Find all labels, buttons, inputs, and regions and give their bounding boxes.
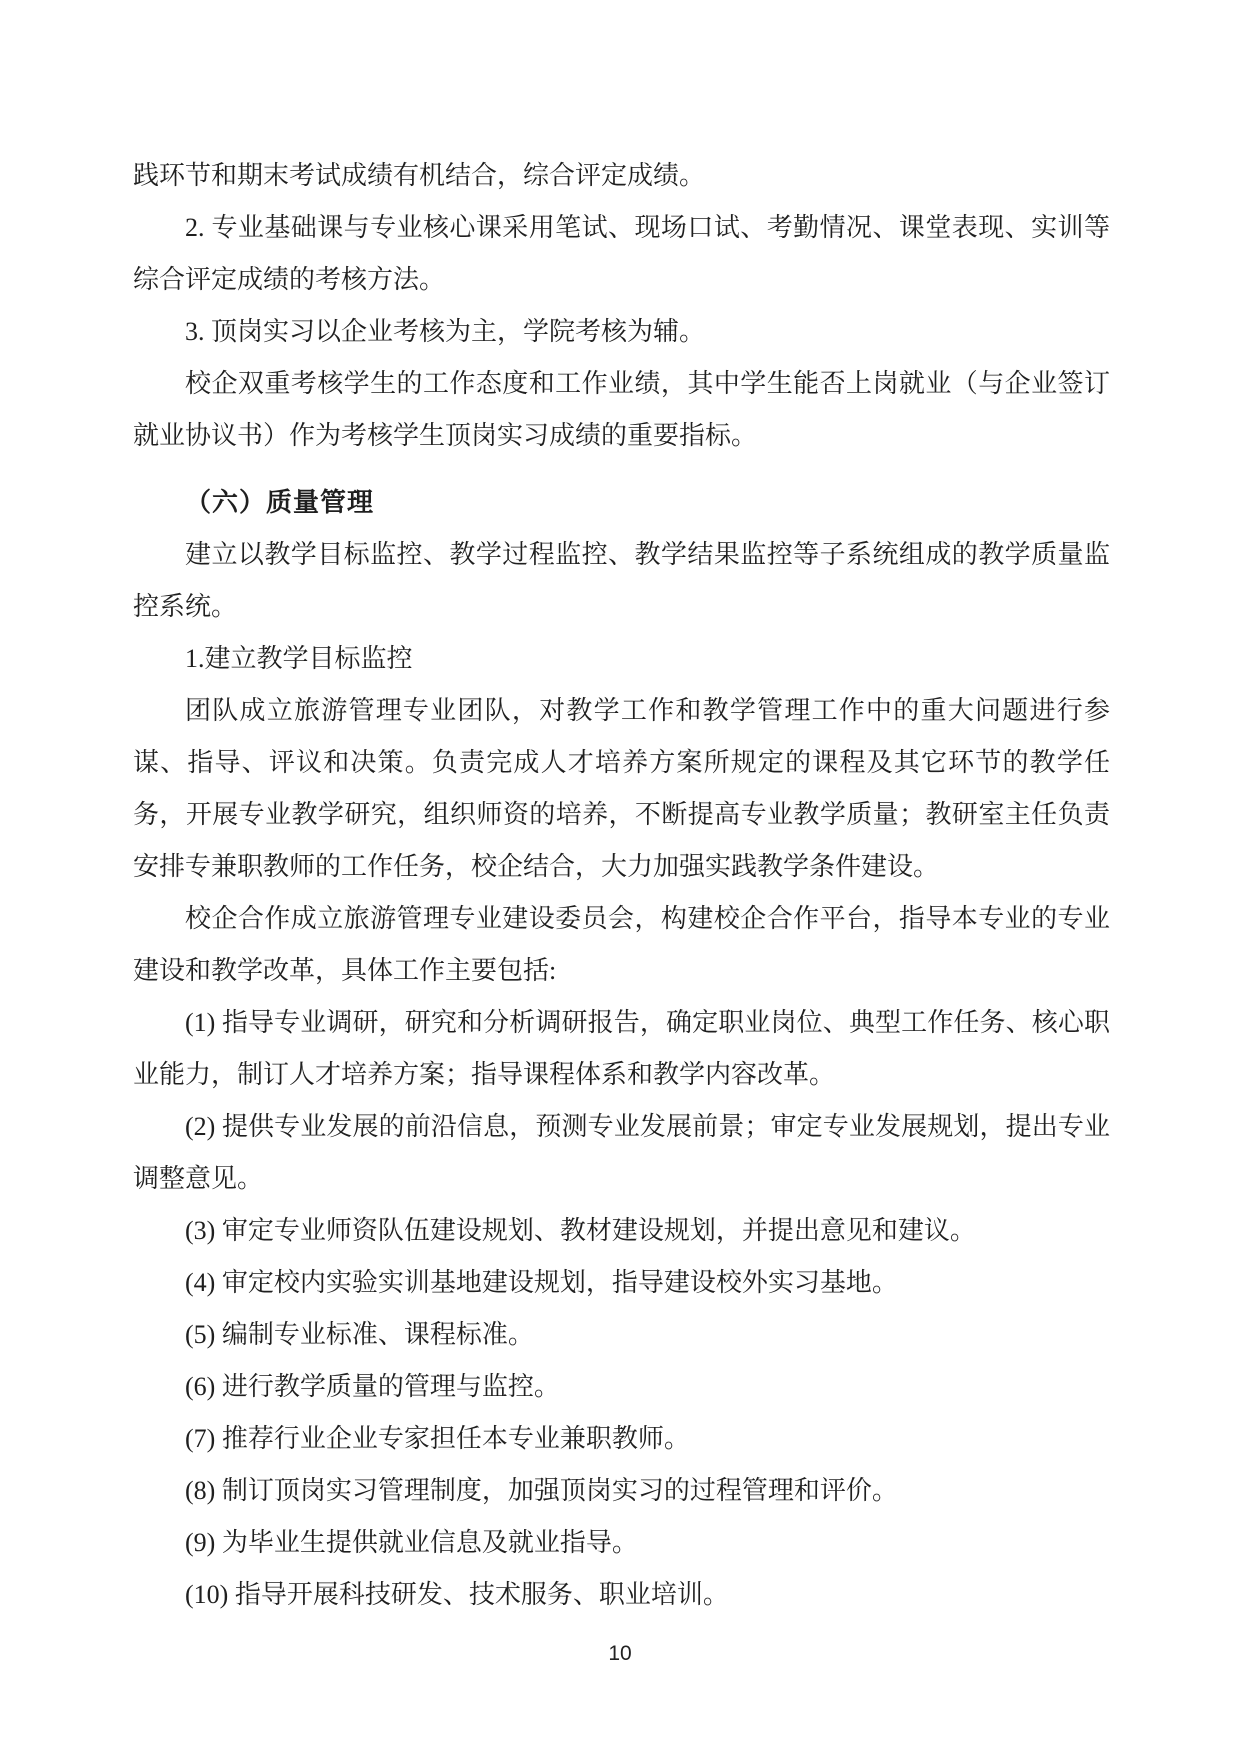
paragraph: (8) 制订顶岗实习管理制度，加强顶岗实习的过程管理和评价。	[185, 1476, 898, 1505]
paragraph: (6) 进行教学质量的管理与监控。	[185, 1372, 560, 1401]
paragraph: (5) 编制专业标准、课程标准。	[185, 1320, 534, 1349]
paragraph: 校企双重考核学生的工作态度和工作业绩，其中学生能否上岗就业（与企业签订就业协议书）作为考核学生顶岗实习成绩的重要指标。	[133, 369, 1110, 450]
document-body	[133, 150, 1110, 1621]
paragraph: (10) 指导开展科技研发、技术服务、职业培训。	[185, 1580, 729, 1609]
paragraph: 2. 专业基础课与专业核心课采用笔试、现场口试、考勤情况、课堂表现、实训等综合评定成绩的考核方法。	[133, 213, 1110, 294]
paragraph: (4) 审定校内实验实训基地建设规划，指导建设校外实习基地。	[185, 1268, 898, 1297]
paragraph: 校企合作成立旅游管理专业建设委员会，构建校企合作平台，指导本专业的专业建设和教学改革，具体工作主要包括:	[133, 904, 1110, 985]
paragraph: 建立以教学目标监控、教学过程监控、教学结果监控等子系统组成的教学质量监控系统。	[133, 540, 1110, 621]
page-number: 10	[608, 1642, 632, 1665]
paragraph: (1) 指导专业调研，研究和分析调研报告，确定职业岗位、典型工作任务、核心职业能力，制订人才培养方案；指导课程体系和教学内容改革。	[133, 1008, 1110, 1089]
paragraph: 3. 顶岗实习以企业考核为主，学院考核为辅。	[185, 317, 706, 346]
paragraph: (7) 推荐行业企业专家担任本专业兼职教师。	[185, 1424, 690, 1453]
paragraph: 践环节和期末考试成绩有机结合，综合评定成绩。	[133, 161, 706, 190]
paragraph: (2) 提供专业发展的前沿信息，预测专业发展前景；审定专业发展规划，提出专业调整意见。	[133, 1112, 1110, 1193]
paragraph: 团队成立旅游管理专业团队，对教学工作和教学管理工作中的重大问题进行参谋、指导、评议和决策。负责完成人才培养方案所规定的课程及其它环节的教学任务，开展专业教学研究，组织师资的培养，不断提高专业教学质量；教研室主任负责安排专兼职教师的工作任务，校企结合，大力加强实践教学条件建设。	[133, 696, 1110, 881]
section-heading: （六）质量管理	[185, 488, 375, 517]
paragraph: 1.建立教学目标监控	[185, 644, 413, 673]
paragraph: (9) 为毕业生提供就业信息及就业指导。	[185, 1528, 638, 1557]
paragraph: (3) 审定专业师资队伍建设规划、教材建设规划，并提出意见和建议。	[185, 1216, 976, 1245]
